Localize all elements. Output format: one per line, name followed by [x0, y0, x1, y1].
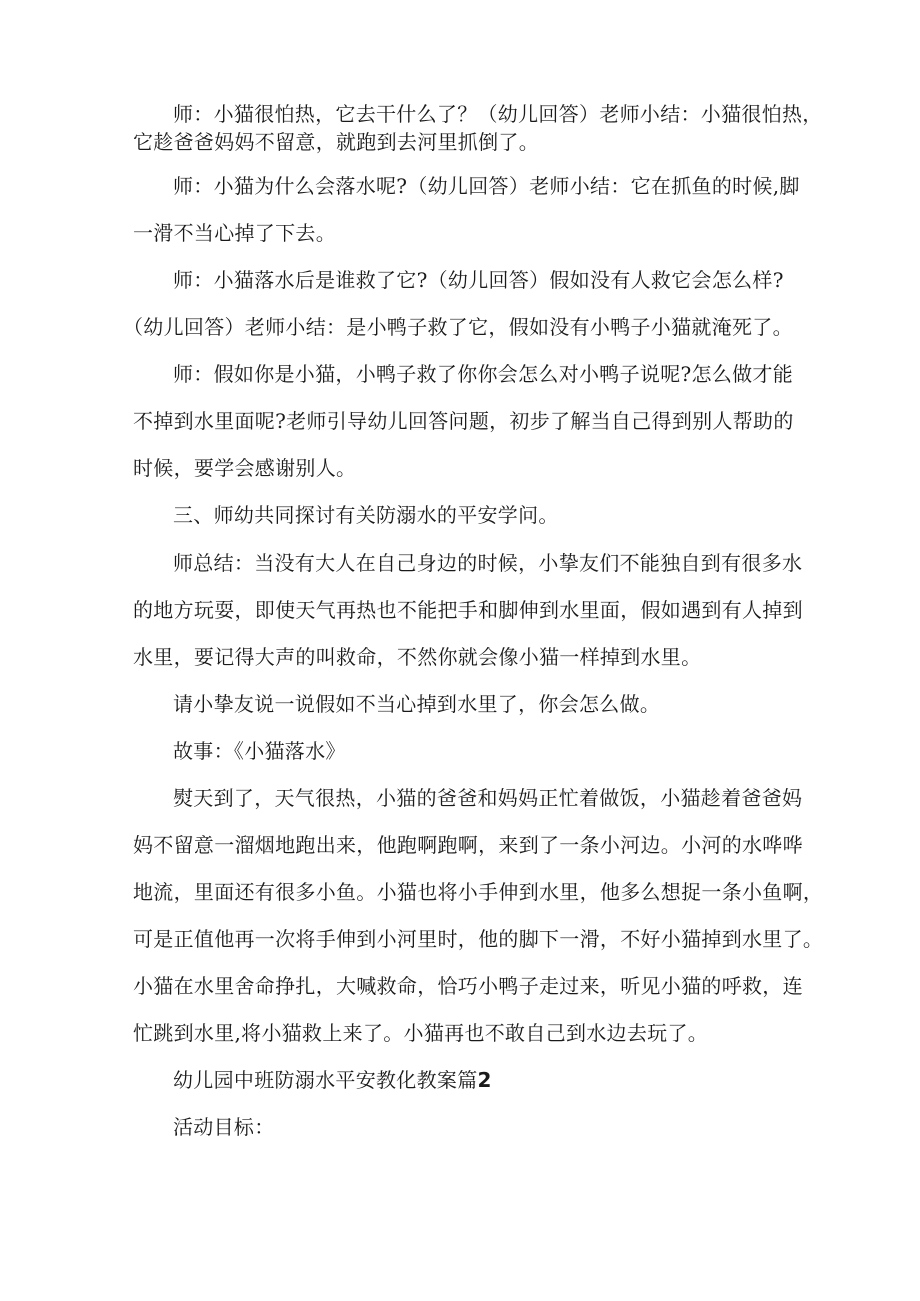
section-heading-number: 2 [477, 1068, 492, 1092]
paragraph-line: 小猫在水里舍命挣扎，大喊救命，恰巧小鸭子走过来，听见小猫的呼救，连 [133, 974, 803, 998]
paragraph-line: 故事：《小猫落水》 [173, 739, 346, 763]
paragraph-line: 熨天到了，天气很热，小猫的爸爸和妈妈正忙着做饭，小猫趁着爸爸妈 [173, 786, 803, 810]
paragraph-4 [133, 351, 793, 492]
paragraph-line: 时候，要学会感谢别人。 [133, 456, 357, 480]
section-heading-text: 幼儿园中班防溺水平安教化教案篇 [173, 1068, 478, 1092]
paragraph-line: 活动目标： [173, 1115, 275, 1139]
paragraph-line: 可是正值他再一次将手伸到小河里时，他的脚下一滑，不好小猫掉到水里了。 [133, 927, 824, 951]
paragraph-line: 请小挚友说一说假如不当心掉到水里了，你会怎么做。 [173, 692, 661, 716]
paragraph-5 [133, 492, 793, 539]
paragraph-line: 师：小猫为什么会落水呢?（幼儿回答）老师小结：它在抓鱼的时候,脚 [173, 174, 800, 198]
paragraph-1 [133, 100, 823, 156]
paragraph-line: 师：小猫很怕热，它去干什么了？（幼儿回答）老师小结：小猫很怕热， [173, 102, 823, 126]
paragraph-line: 的地方玩耍，即使天气再热也不能把手和脚伸到水里面，假如遇到有人掉到 [133, 598, 803, 622]
paragraph-line: 三、师幼共同探讨有关防溺水的平安学问。 [173, 503, 559, 527]
paragraph-line: （幼儿回答）老师小结：是小鸭子救了它，假如没有小鸭子小猫就淹死了。 [123, 315, 793, 339]
paragraph-line: 忙跳到水里,将小猫救上来了。小猫再也不敢自己到水边去玩了。 [133, 1021, 709, 1045]
story-body [133, 775, 824, 1057]
paragraph-line: 师总结：当没有大人在自己身边的时候，小挚友们不能独自到有很多水 [173, 551, 803, 575]
paragraph-line [133, 1057, 793, 1104]
paragraph-objectives [133, 1104, 793, 1151]
paragraph-3 [123, 257, 793, 351]
paragraph-line: 一滑不当心掉了下去。 [133, 221, 336, 245]
paragraph-line: 师：假如你是小猫，小鸭子救了你你会怎么对小鸭子说呢?怎么做才能 [173, 362, 794, 386]
paragraph-line: 不掉到水里面呢?老师引导幼儿回答问题，初步了解当自己得到别人帮助的 [133, 409, 794, 433]
paragraph-6 [133, 540, 803, 681]
paragraph-line: 师：小猫落水后是谁救了它?（幼儿回答）假如没有人救它会怎么样? [173, 268, 784, 292]
section-heading [133, 1057, 793, 1104]
paragraph-line: 妈不留意一溜烟地跑出来，他跑啊跑啊，来到了一条小河边。小河的水哗哗 [133, 833, 803, 857]
paragraph-line: 地流，里面还有很多小鱼。小猫也将小手伸到水里，他多么想捉一条小鱼啊， [133, 880, 824, 904]
paragraph-7 [133, 681, 793, 728]
story-title [133, 728, 793, 775]
paragraph-2 [133, 163, 800, 257]
paragraph-line: 它趁爸爸妈妈不留意，就跑到去河里抓倒了。 [133, 130, 539, 154]
paragraph-line: 水里，要记得大声的叫救命，不然你就会像小猫一样掉到水里。 [133, 645, 702, 669]
